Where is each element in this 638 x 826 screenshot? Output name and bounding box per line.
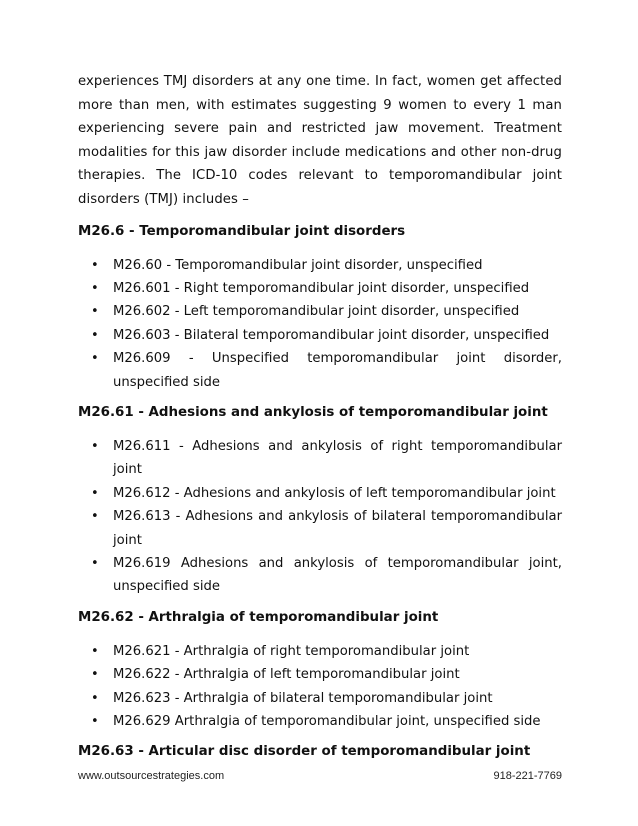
- section-heading-m26-63: M26.63 - Articular disc disorder of temporomandibular joint: [78, 744, 531, 760]
- page-footer: [78, 770, 562, 782]
- footer-website: www.outsourcestrategies.com: [78, 770, 225, 782]
- list-item: • M26.601 - Right temporomandibular joint disorder, unspecified: [78, 277, 562, 300]
- section-heading-m26-62: M26.62 - Arthralgia of temporomandibular joint: [78, 609, 439, 625]
- list-item: • M26.623 - Arthralgia of bilateral temporomandibular joint: [78, 687, 562, 710]
- list-item: • M26.611 - Adhesions and ankylosis of right temporomandibular joint: [78, 435, 562, 482]
- section-heading-m26-61: M26.61 - Adhesions and ankylosis of temporomandibular joint: [78, 405, 548, 420]
- list-item: • M26.621 - Arthralgia of right temporomandibular joint: [78, 640, 562, 663]
- list-item: • M26.622 - Arthralgia of left temporomandibular joint: [78, 663, 562, 686]
- intro-paragraph: experiences TMJ disorders at any one time. In fact, women get affected more than men, with estimates suggesting 9 women to every 1 man experiencing severe pain and restricted jaw movement. Treatment modalities for this jaw disorder include medications and other non-drug therapies. The ICD-10 codes relevant to temporomandibular joint disorders (TMJ) includes –: [78, 74, 562, 207]
- list-item: • M26.60 - Temporomandibular joint disorder, unspecified: [78, 254, 562, 277]
- list-item: • M26.619 Adhesions and ankylosis of temporomandibular joint, unspecified side: [78, 552, 562, 599]
- section-heading-m26-6: M26.6 - Temporomandibular joint disorders: [78, 223, 406, 239]
- footer-phone: 918-221-7769: [493, 770, 562, 782]
- page-content: [78, 70, 562, 762]
- list-item: • M26.629 Arthralgia of temporomandibular joint, unspecified side: [78, 710, 562, 733]
- code-list-m26-62: [78, 640, 562, 734]
- code-list-m26-61: [78, 435, 562, 599]
- list-item: • M26.609 - Unspecified temporomandibular joint disorder, unspecified side: [78, 347, 562, 394]
- list-item: • M26.613 - Adhesions and ankylosis of bilateral temporomandibular joint: [78, 505, 562, 552]
- list-item: • M26.602 - Left temporomandibular joint disorder, unspecified: [78, 300, 562, 323]
- code-list-m26-6: [78, 254, 562, 394]
- list-item: • M26.603 - Bilateral temporomandibular joint disorder, unspecified: [78, 324, 562, 347]
- list-item: • M26.612 - Adhesions and ankylosis of left temporomandibular joint: [78, 482, 562, 505]
